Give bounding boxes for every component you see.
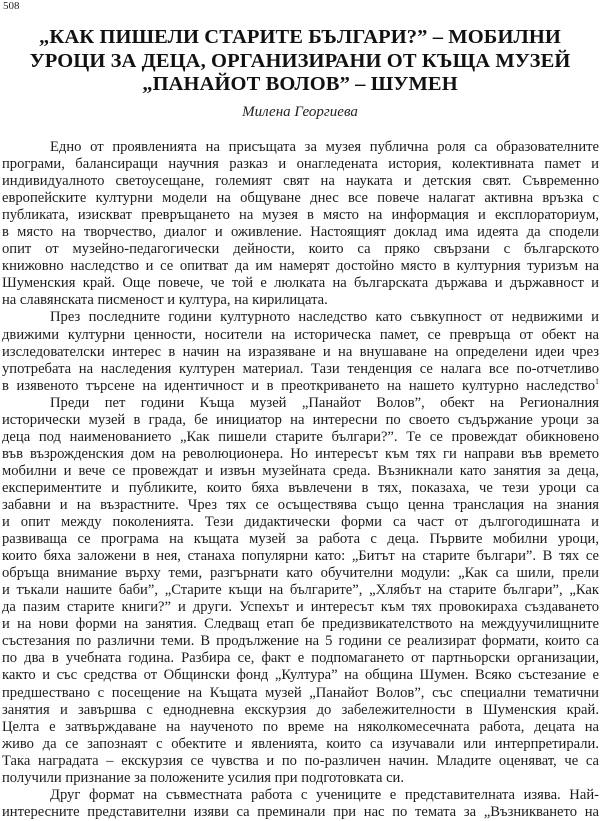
text-line: забавни и на възрастните. Чрез тях се осъществява също ценна транслация на знания bbox=[2, 496, 599, 513]
title-line: УРОЦИ ЗА ДЕЦА, ОРГАНИЗИРАНИ ОТ КЪЩА МУЗЕЙ bbox=[29, 49, 571, 72]
text-line: в изявеното търсене на идентичност и в преоткриването на нашето културно наследство$^1$ bbox=[2, 376, 599, 394]
text-line: движими културни ценности, носители на историческа памет, се превръща от обект на bbox=[2, 326, 599, 343]
text-line: по два в учебната година. Разбира се, факт е подпомагането от партньорски организации, bbox=[2, 650, 599, 667]
text-line: и опит между поколенията. Тези дидактически форми са част от дългогодишната и bbox=[2, 514, 599, 531]
text-line: и тъкали нашите баби”, „Старите къщи на българите”, „Хлябът на старите българи”, „Как bbox=[2, 582, 599, 599]
title-line: „ПАНАЙОТ ВОЛОВ” – ШУМЕН bbox=[142, 73, 458, 95]
text-line: които бяха заложени в нея, станаха популярни като: „Битът на старите българи”. В тях се bbox=[2, 548, 599, 565]
text-line: получили признание за положените усилия при подготовката си. bbox=[2, 769, 405, 786]
text-line: както и със средства от Общински фонд „Култура” на община Шумен. Всяко състезание е bbox=[2, 667, 599, 684]
text-line: във възрожденския дом на революционера. Но интересът към тях ги направи във времето bbox=[2, 445, 599, 462]
text-line: употребата на наследения културен материал. Тази тенденция се налага все по-отчетливо bbox=[2, 360, 599, 377]
text-line: Друг формат на съвместната работа с учениците е представителната изява. Най- bbox=[50, 786, 599, 803]
text-line: интересните представителни изяви са преминали при нас по темата за „Възникването на bbox=[2, 803, 599, 820]
footnote-marker[interactable]: 1 bbox=[595, 376, 599, 386]
text-line: състезания по различни теми. В продължение на 5 години се реализират формати, които са bbox=[2, 633, 599, 650]
text-line: на славянската писменост и култура, на кирилицата. bbox=[2, 292, 328, 309]
text-line: исторически музей в града, бе инициатор на интересни по своето съдържание уроци за bbox=[2, 411, 599, 428]
text-line: деца под наименованието „Как пишели старите българи?”. Те се провеждат обикновено bbox=[2, 428, 599, 445]
text-line: индивидуалното светоусещане, големият свят на науката и детския свят. Съвременно bbox=[2, 173, 599, 190]
text-line: в място на творчество, диалог и оживление. Настоящият доклад има идеята да сподели bbox=[2, 224, 599, 241]
text-line: публиката, изискват превръщането на музея в място на информация и експлораториум, bbox=[2, 207, 599, 224]
text-line: опит от музейно-педагогически дейности, които са пряко свързани с българското bbox=[2, 241, 599, 258]
article-title bbox=[0, 26, 600, 97]
text-line: експериментите и публиките, които бяха въвлечени в тях, показаха, че тези уроци са bbox=[2, 479, 599, 496]
text-line: програми, балансиращи научния разказ и онагледената история, колективната памет и bbox=[2, 156, 599, 173]
text-line: книжовно наследство и се опитват да им намерят достойно място в културния туризъм на bbox=[2, 258, 599, 275]
author-name: Милена Георгиева bbox=[242, 104, 358, 120]
text-line: европейските културни модели на общуване днес все повече налагат активна връзка с bbox=[2, 190, 599, 207]
text-line: обръща внимание върху теми, разгърнати като обучителни модули: „Как са шили, прели bbox=[2, 565, 599, 582]
article-body bbox=[2, 139, 599, 821]
page-number: 508 bbox=[3, 0, 20, 12]
text-line: През последните години културното наследство като съвкупност от недвижими и bbox=[50, 309, 599, 326]
text-line: изследователски интерес в начин на изразяване и на внушаване на определени идеи чрез bbox=[2, 343, 599, 360]
text-line: предшествано с посещение на Къщата музей „Панайот Волов”, със специални тематични bbox=[2, 684, 599, 701]
text-line: живо да се запознаят с обектите и явленията, които са изучавали или интерпретирали. bbox=[2, 735, 599, 752]
text-line: Преди пет години Къща музей „Панайот Волов”, обект на Регионалния bbox=[50, 394, 599, 411]
text-line: мобилни и вече се провеждат и извън музейната среда. Възникнали като занятия за деца, bbox=[2, 462, 599, 479]
text-line: Шуменския край. Още повече, че той е люлката на българската държава и държавност и bbox=[2, 275, 599, 292]
text-line: Целта е затвърждаване на наученото по време на няколкомесечната работа, децата на bbox=[2, 718, 599, 735]
text-line: развиваща се програма на къщата музей за работа с деца. Първите мобилни уроци, bbox=[2, 531, 599, 548]
title-line: „КАК ПИШЕЛИ СТАРИТЕ БЪЛГАРИ?” – МОБИЛНИ bbox=[39, 26, 561, 48]
text-line: да пазим старите книги?” и други. Успехът и интересът към тях провокираха създаването bbox=[2, 599, 599, 616]
text-line: Така наградата – екскурзия се чувства и по по-различен начин. Младите оценяват, че са bbox=[2, 752, 599, 769]
text-line: занятия и завършва с еднодневна екскурзия до забележителности в Шуменския край. bbox=[2, 701, 599, 718]
text-line: и на нови форми на занятия. Следващ етап бе предизвикателството на междуучилищните bbox=[2, 616, 599, 633]
text-line: Едно от проявленията на присъщата за музея публична роля са образователните bbox=[50, 139, 599, 155]
